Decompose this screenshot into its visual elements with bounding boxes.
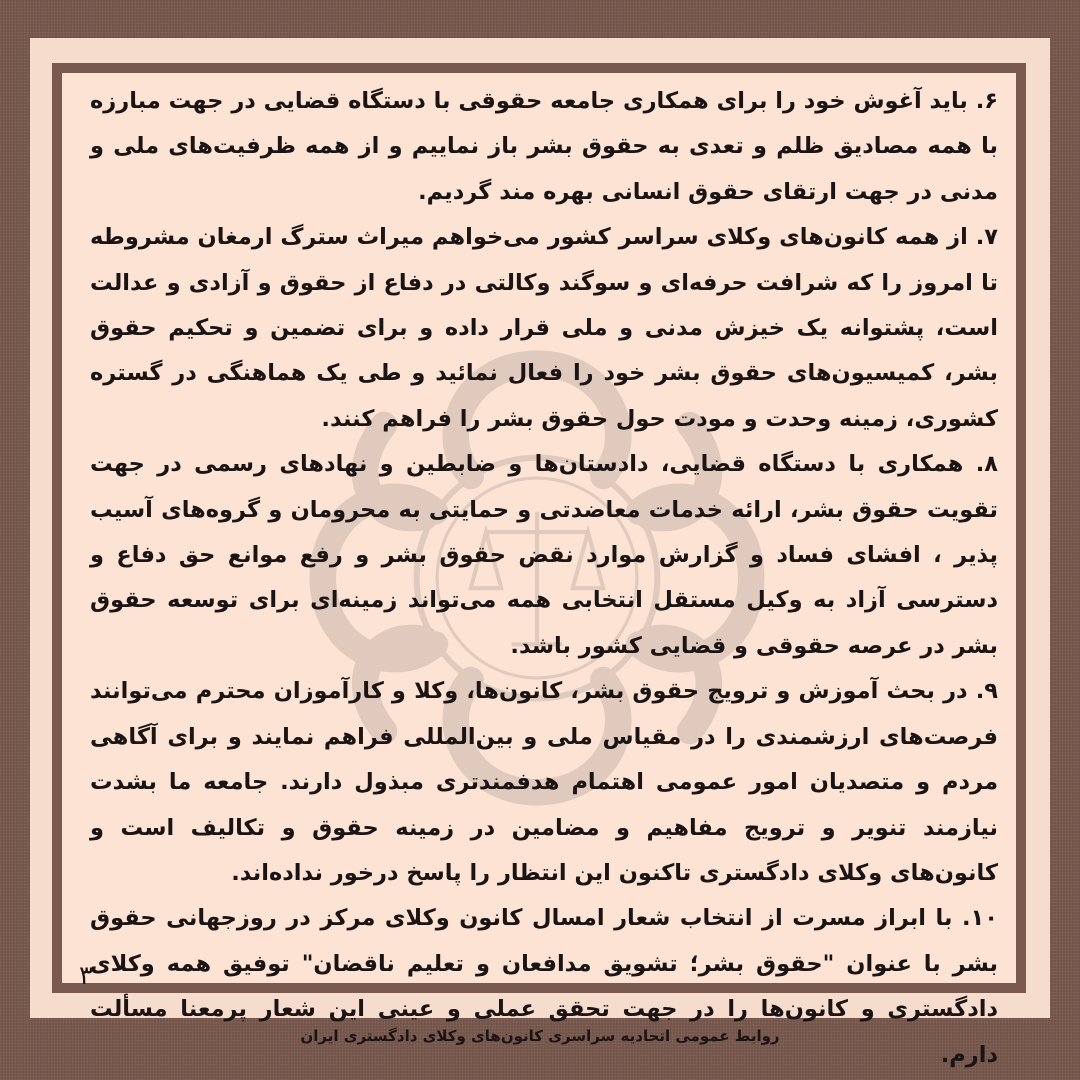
paragraph-6: ۶. باید آغوش خود را برای همکاری جامعه حقوقی با دستگاه قضایی در جهت مبارزه با همه مصادیق ظلم و تعدی به حقوق بشر باز نماییم و از همه ظرفیت‌های ملی و مدنی در جهت ارتقای حقوق انسانی بهره مند گردیم.: [90, 88, 998, 205]
body-text: [90, 79, 998, 1078]
page-number: ۳: [79, 961, 93, 991]
paragraph-10: ۱۰. با ابراز مسرت از انتخاب شعار امسال کانون وکلای مرکز در روزجهانی حقوق بشر با عنوان "حقوق بشر؛ تشویق مدافعان و تعلیم ناقضان" توفیق همه وکلای دادگستری و کانون‌ها را در جهت تحقق عملی و عینی این شعار پرمعنا مسألت دارم.: [90, 905, 998, 1068]
paragraph-7: ۷. از همه کانون‌های وکلای سراسر کشور می‌خواهم میراث سترگ ارمغان مشروطه تا امروز را که شرافت حرفه‌ای و سوگند وکالتی در دفاع از حقوق و آزادی و عدالت است، پشتوانه یک خیزش مدنی و ملی قرار داده و برای تضمین و تحکیم حقوق بشر، کمیسیون‌های حقوق بشر خود را فعال نمائید و طی یک هماهنگی در گستره کشوری، زمینه وحدت و مودت حول حقوق بشر را فراهم کنند.: [90, 224, 998, 432]
footer-caption: روابط عمومی اتحادیه سراسری کانون‌های وکلای دادگستری ایران: [300, 1027, 780, 1045]
paragraph-8: ۸. همکاری با دستگاه قضایی، دادستان‌ها و ضابطین و نهادهای رسمی در جهت تقویت حقوق بشر، ارائه خدمات معاضدتی و حمایتی به محرومان و گروه‌های آسیب پذیر ، افشای فساد و گزارش موارد نقض حقوق بشر و رفع موانع حق دفاع و دسترسی آزاد به وکیل مستقل انتخابی همه می‌تواند زمینه‌ای برای توسعه حقوق بشر در عرصه حقوقی و قضایی کشور باشد.: [90, 451, 998, 659]
paragraph-9: ۹. در بحث آموزش و ترویج حقوق بشر، کانون‌ها، وکلا و کارآموزان محترم می‌توانند فرصت‌های ارزشمندی را در مقیاس ملی و بین‌المللی فراهم نمایند و برای آگاهی مردم و متصدیان امور عمومی اهتمام هدفمندتری مبذول دارند. جامعه ما بشدت نیازمند تنویر و ترویج مفاهیم و مضامین در زمینه حقوق و تکالیف است و کانون‌های وکلای دادگستری تاکنون این انتظار را پاسخ درخور نداده‌اند.: [90, 678, 998, 886]
